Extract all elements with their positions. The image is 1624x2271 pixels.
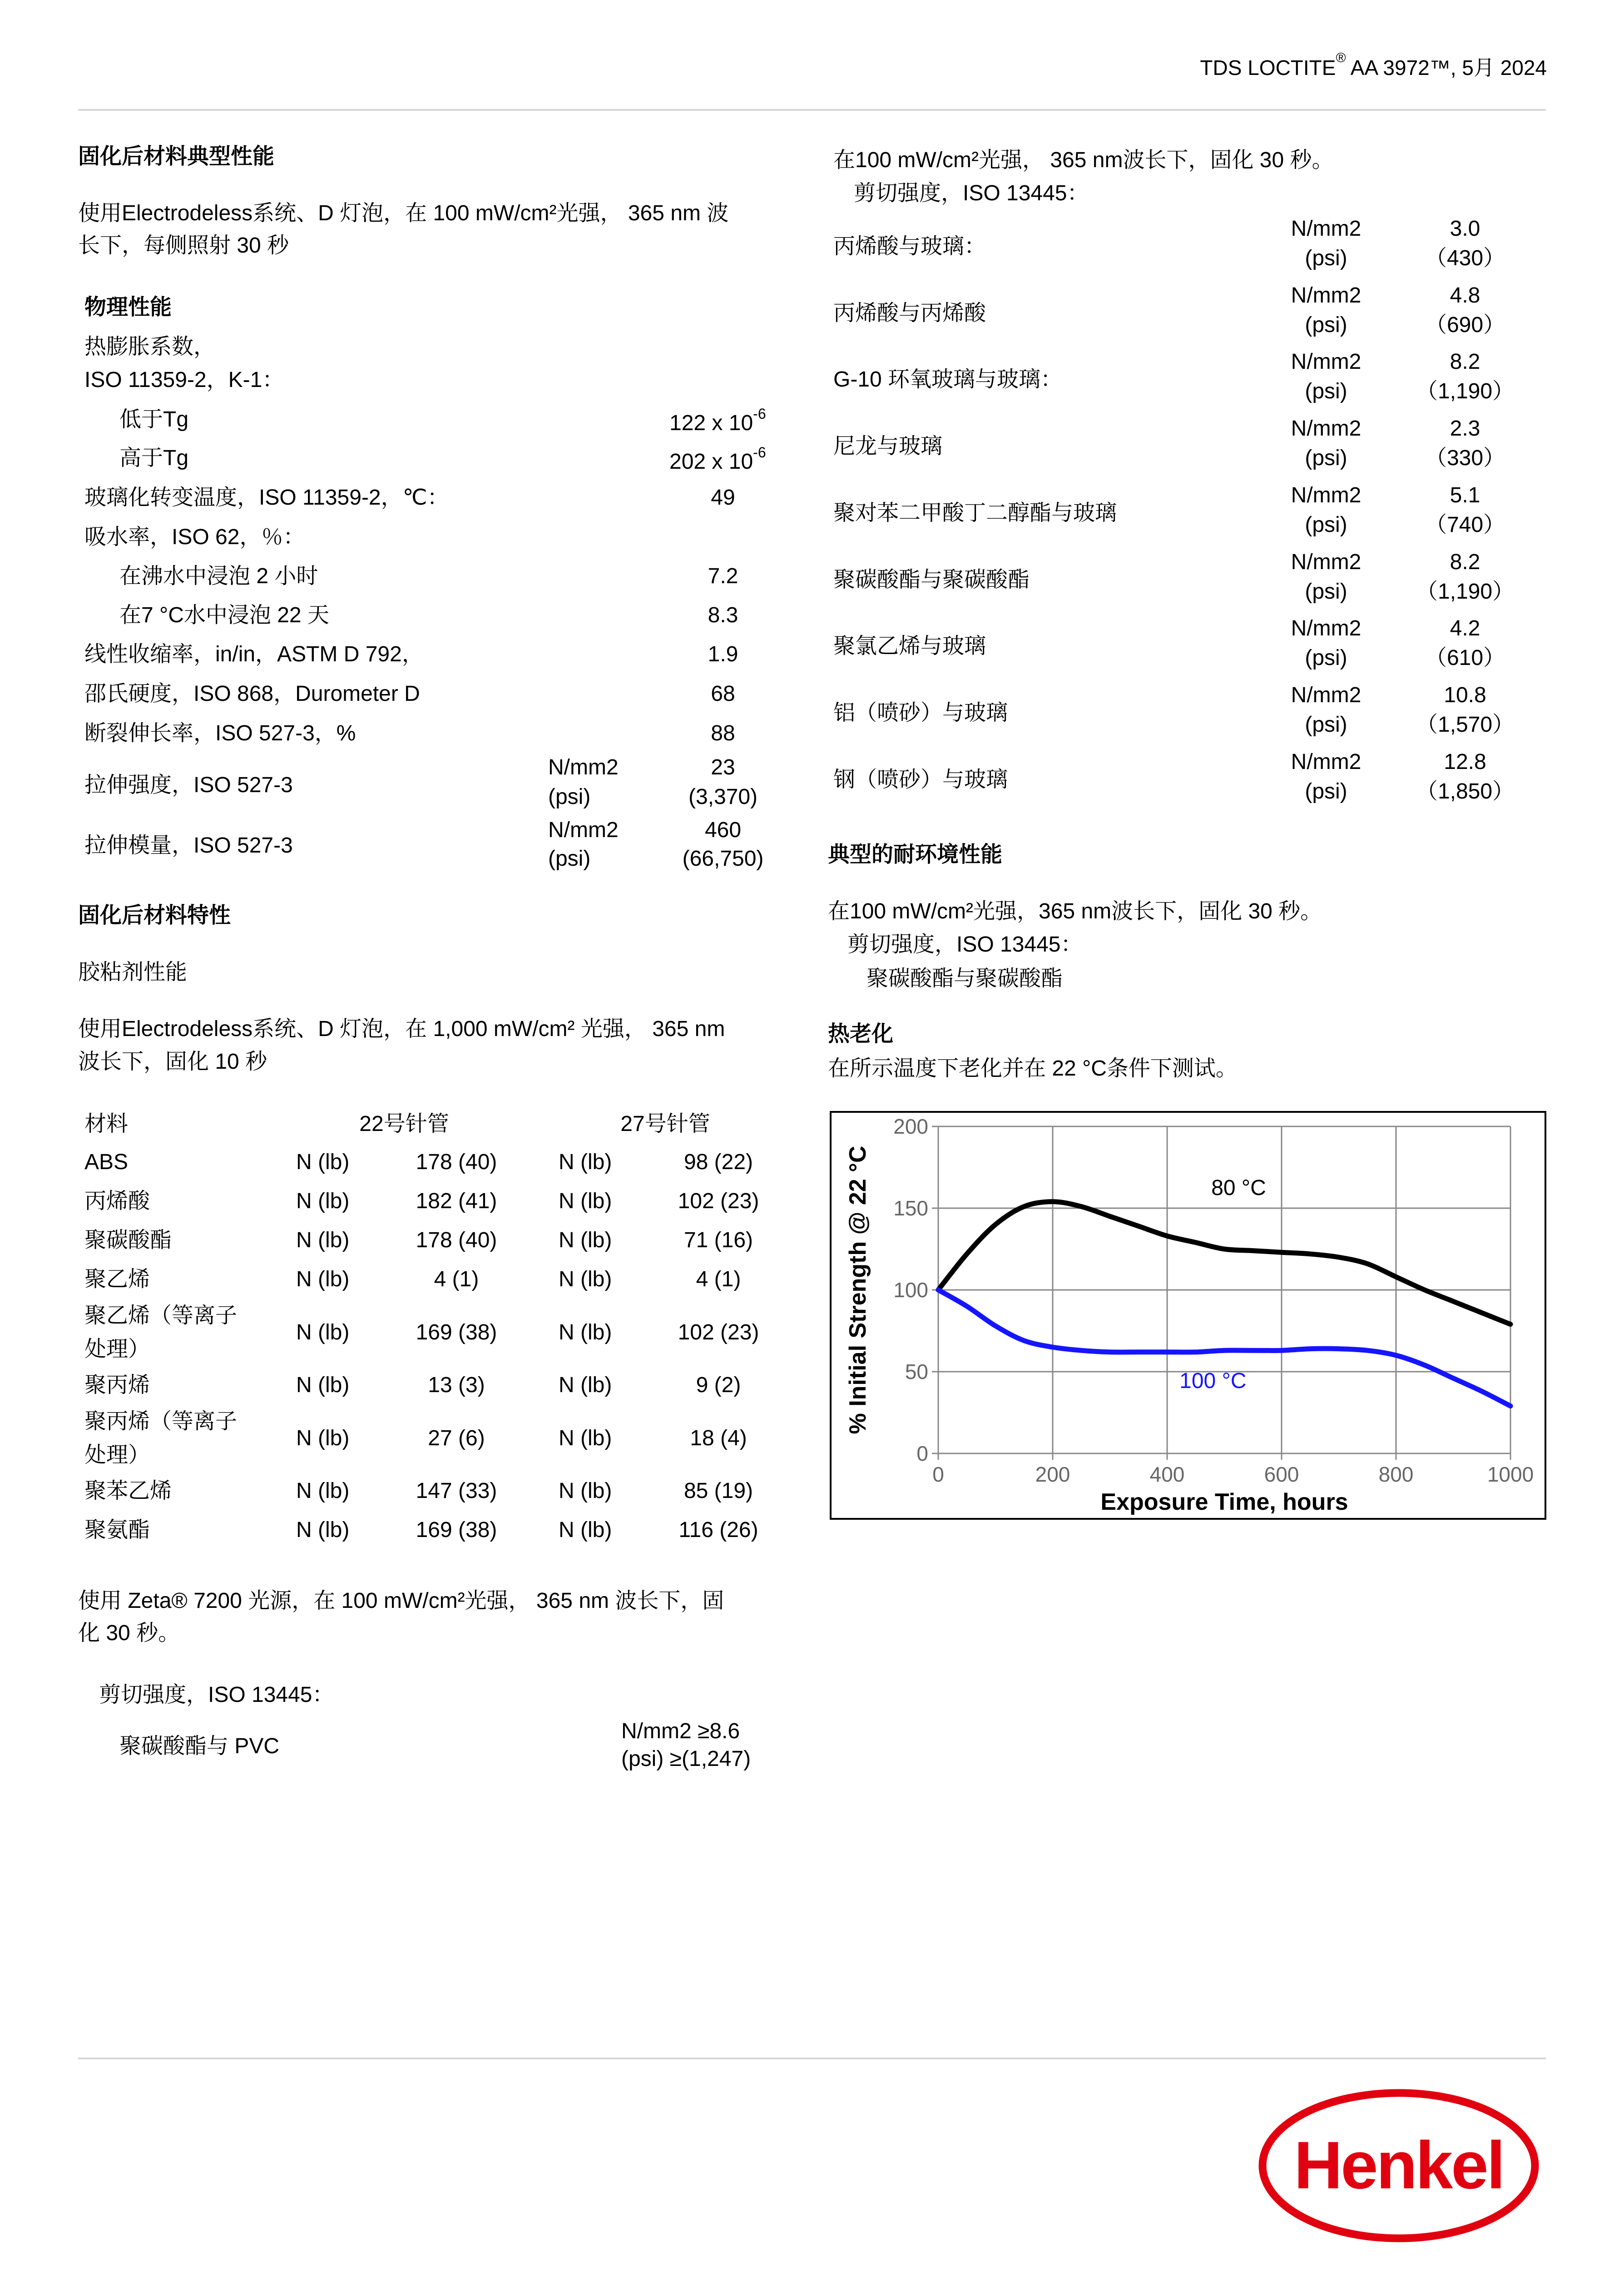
table-cell-unit: N (lb)	[559, 1518, 612, 1542]
y-tick-label: 50	[905, 1360, 928, 1383]
x-tick-label: 400	[1149, 1463, 1185, 1486]
table-cell-value: 169 (38)	[416, 1518, 497, 1542]
shear-row-unit-psi: (psi)	[1305, 446, 1347, 471]
table-cell-value: 169 (38)	[416, 1320, 497, 1344]
table-cell-unit: N (lb)	[296, 1426, 350, 1450]
header-divider	[78, 109, 1546, 111]
table-cell-value: 147 (33)	[416, 1479, 497, 1503]
table-cell-unit: N (lb)	[559, 1320, 612, 1344]
shear-row-label: 丙烯酸与丙烯酸	[833, 301, 986, 325]
tensile-modulus-unit-psi: (psi)	[548, 847, 591, 871]
environmental-shear-label: 剪切强度，ISO 13445：	[847, 932, 1083, 957]
shear-row-value-psi: （740）	[1425, 512, 1505, 537]
heat-aging-heading: 热老化	[828, 1022, 894, 1046]
table-cell-unit: N (lb)	[559, 1373, 612, 1397]
glass-transition-label: 玻璃化转变温度，ISO 11359-2，℃：	[84, 486, 449, 510]
shear-row-value-psi: （610）	[1425, 646, 1505, 670]
shear-row-unit-psi: (psi)	[1305, 579, 1347, 604]
pc-pvc-value-psi: (psi) ≥(1,247)	[621, 1747, 751, 1771]
cte-below-tg-exponent: -6	[753, 406, 766, 422]
shear-row-unit-psi: (psi)	[1305, 646, 1347, 670]
shear-row-label: 钢（喷砂）与玻璃	[833, 767, 1008, 792]
x-tick-label: 600	[1264, 1463, 1299, 1486]
cure-conditions-line-2: 长下，每侧照射 30 秒	[78, 233, 289, 258]
table-cell-unit: N (lb)	[559, 1479, 612, 1503]
tensile-modulus-value-si: 460	[704, 818, 742, 842]
environmental-cure-conditions: 在100 mW/cm²光强，365 nm波长下，固化 30 秒。	[828, 899, 1322, 923]
footer-divider	[78, 2058, 1546, 2059]
shear-row-value-psi: （430）	[1425, 246, 1505, 270]
shear-row-label: 铝（喷砂）与玻璃	[833, 700, 1008, 725]
table-header-material: 材料	[84, 1112, 129, 1136]
shear-row-unit-psi: (psi)	[1305, 246, 1347, 270]
table-cell-value: 9 (2)	[696, 1373, 741, 1397]
water-absorption-7c-value: 8.3	[708, 603, 738, 627]
table-cell-unit: N (lb)	[296, 1320, 350, 1344]
table-cell-value: 71 (16)	[683, 1228, 753, 1252]
cte-above-tg-label: 高于Tg	[119, 446, 189, 470]
zeta-shear-strength-label: 剪切强度，ISO 13445：	[99, 1683, 334, 1707]
shear-row-value-psi: （1,570）	[1416, 712, 1515, 737]
table-cell-value: 85 (19)	[683, 1479, 753, 1503]
shore-hardness-label: 邵氏硬度，ISO 868，Durometer D	[84, 682, 420, 706]
series-label-100c: 100 °C	[1179, 1369, 1247, 1393]
henkel-logo-text: Henkel	[1294, 2128, 1504, 2203]
table-cell-unit: N (lb)	[559, 1426, 612, 1450]
shear-row-value-si: 8.2	[1450, 550, 1480, 574]
environmental-heading: 典型的耐环境性能	[828, 843, 1003, 867]
shear-row-unit-si: N/mm2	[1291, 683, 1362, 707]
table-cell-unit: N (lb)	[296, 1228, 350, 1252]
tensile-strength-label: 拉伸强度，ISO 527-3	[84, 773, 293, 797]
shear-row-value-psi: （1,190）	[1416, 379, 1515, 404]
table-cell-material: 聚丙烯（等离子	[84, 1409, 238, 1433]
zeta-cure-line-1: 使用 Zeta® 7200 光源，在 100 mW/cm²光强， 365 nm 波长下，固	[78, 1589, 724, 1613]
table-cell-unit: N (lb)	[559, 1228, 612, 1252]
shore-hardness-value: 68	[711, 682, 735, 706]
shear-row-value-si: 5.1	[1450, 483, 1480, 507]
x-tick-label: 800	[1378, 1463, 1414, 1486]
table-cell-material: 丙烯酸	[84, 1189, 150, 1213]
shear-row-unit-si: N/mm2	[1291, 616, 1362, 641]
table-cell-value: 102 (23)	[678, 1189, 759, 1213]
shear-row-unit-psi: (psi)	[1305, 712, 1347, 737]
header-title-post: AA 3972™, 5月 2024	[1346, 56, 1547, 79]
table-cell-value: 178 (40)	[416, 1150, 497, 1174]
table-cell-value: 98 (22)	[683, 1150, 753, 1174]
shear-row-value-si: 8.2	[1450, 350, 1480, 374]
water-absorption-boiling-value: 7.2	[708, 564, 738, 588]
shear-row-unit-psi: (psi)	[1305, 379, 1347, 404]
y-tick-label: 150	[893, 1196, 928, 1220]
henkel-logo	[1258, 2088, 1540, 2243]
y-axis-title: % Initial Strength @ 22 °C	[845, 1145, 871, 1434]
pc-pvc-label: 聚碳酸酯与 PVC	[119, 1734, 280, 1758]
table-cell-material: 处理）	[84, 1337, 150, 1361]
elongation-value: 88	[711, 721, 735, 745]
water-absorption-label: 吸水率，ISO 62，％：	[84, 525, 305, 549]
table-cell-unit: N (lb)	[296, 1267, 350, 1291]
y-tick-label: 100	[893, 1278, 928, 1302]
water-absorption-boiling-label: 在沸水中浸泡 2 小时	[119, 564, 318, 588]
x-tick-label: 0	[932, 1463, 944, 1486]
table-cell-unit: N (lb)	[296, 1518, 350, 1542]
x-tick-label: 200	[1035, 1463, 1070, 1486]
physical-properties-heading: 物理性能	[84, 295, 172, 319]
table-cell-value: 178 (40)	[416, 1228, 497, 1252]
shear-row-value-psi: （1,190）	[1416, 579, 1515, 604]
table-cell-value: 18 (4)	[690, 1426, 747, 1450]
shear-row-label: 聚对苯二甲酸丁二醇酯与玻璃	[833, 501, 1117, 525]
table-cell-value: 27 (6)	[428, 1426, 485, 1450]
shear-row-value-psi: （330）	[1425, 446, 1505, 471]
shear-row-value-si: 10.8	[1444, 683, 1486, 707]
shear-row-value-si: 4.2	[1450, 616, 1480, 641]
table-cell-unit: N (lb)	[296, 1479, 350, 1503]
table-cell-material: 聚苯乙烯	[84, 1479, 172, 1503]
shear-row-unit-psi: (psi)	[1305, 512, 1347, 537]
adhesive-cure-line-2: 波长下，固化 10 秒	[78, 1050, 267, 1074]
section-heading-typical-properties: 固化后材料典型性能	[78, 144, 275, 169]
tensile-strength-value-si: 23	[711, 755, 735, 779]
cte-below-tg-mantissa: 122 x 10	[669, 411, 753, 435]
table-cell-unit: N (lb)	[296, 1189, 350, 1213]
shear-row-unit-si: N/mm2	[1291, 283, 1362, 307]
shear-row-label: 聚氯乙烯与玻璃	[833, 634, 986, 659]
shear-row-value-psi: （1,850）	[1416, 779, 1515, 803]
table-header-27-gauge: 27号针管	[620, 1112, 710, 1136]
cte-label: 热膨胀系数，	[84, 335, 216, 359]
linear-shrinkage-value: 1.9	[708, 642, 738, 666]
header-title-pre: TDS LOCTITE	[1200, 56, 1336, 79]
shear-row-unit-si: N/mm2	[1291, 350, 1362, 374]
header-title	[1200, 51, 1547, 84]
table-cell-value: 13 (3)	[428, 1373, 485, 1397]
table-cell-value: 102 (23)	[678, 1320, 759, 1344]
shear-row-unit-si: N/mm2	[1291, 217, 1362, 241]
table-cell-value: 4 (1)	[696, 1267, 741, 1291]
shear-row-unit-psi: (psi)	[1305, 312, 1347, 337]
table-cell-material: ABS	[84, 1150, 129, 1174]
table-cell-unit: N (lb)	[559, 1150, 612, 1174]
glass-transition-value: 49	[711, 486, 735, 510]
adhesive-cure-line-1: 使用Electrodeless系统、D 灯泡，在 1,000 mW/cm² 光强， 365 nm	[78, 1017, 725, 1041]
y-tick-label: 200	[893, 1115, 928, 1138]
shear-row-unit-si: N/mm2	[1291, 483, 1362, 507]
y-tick-label: 0	[916, 1442, 928, 1465]
table-cell-value: 116 (26)	[678, 1518, 758, 1542]
zeta-cure-line-2: 化 30 秒。	[78, 1621, 180, 1645]
cure-conditions-line-1: 使用Electrodeless系统、D 灯泡，在 100 mW/cm²光强， 365 nm 波	[78, 201, 729, 225]
table-cell-material: 处理）	[84, 1443, 150, 1467]
shear-row-unit-si: N/mm2	[1291, 749, 1362, 774]
table-cell-material: 聚碳酸酯	[84, 1228, 172, 1252]
tensile-modulus-label: 拉伸模量，ISO 527-3	[84, 833, 293, 858]
tensile-modulus-value-psi: (66,750)	[682, 847, 764, 871]
table-cell-unit: N (lb)	[296, 1373, 350, 1397]
table-cell-material: 聚乙烯（等离子	[84, 1304, 238, 1328]
tensile-strength-unit-si: N/mm2	[548, 755, 619, 779]
cte-standard: ISO 11359-2，K-1：	[84, 368, 284, 392]
shear-row-label: 尼龙与玻璃	[833, 434, 943, 459]
section-heading-cured-properties: 固化后材料特性	[78, 903, 231, 927]
shear-row-value-psi: （690）	[1425, 312, 1505, 337]
heat-aging-chart	[829, 1111, 1547, 1520]
shear-row-label: 丙烯酸与玻璃：	[833, 234, 986, 258]
shear-row-label: G-10 环氧玻璃与玻璃：	[833, 367, 1063, 392]
shear-row-unit-si: N/mm2	[1291, 417, 1362, 441]
table-cell-material: 聚丙烯	[84, 1373, 150, 1397]
cte-below-tg-value	[669, 407, 766, 440]
shear-row-value-si: 3.0	[1450, 217, 1480, 241]
linear-shrinkage-label: 线性收缩率，in/in，ASTM D 792，	[84, 642, 424, 666]
table-cell-unit: N (lb)	[559, 1267, 612, 1291]
environmental-substrate: 聚碳酸酯与聚碳酸酯	[866, 967, 1063, 991]
shear-row-unit-si: N/mm2	[1291, 550, 1362, 574]
table-header-22-gauge: 22号针管	[359, 1112, 449, 1136]
cte-above-tg-exponent: -6	[753, 444, 766, 461]
tensile-modulus-unit-si: N/mm2	[548, 818, 619, 842]
shear-row-value-si: 12.8	[1444, 749, 1486, 774]
table-cell-unit: N (lb)	[559, 1189, 612, 1213]
table-cell-unit: N (lb)	[296, 1150, 350, 1174]
shear-row-label: 聚碳酸酯与聚碳酸酯	[833, 567, 1030, 592]
shear-row-value-si: 2.3	[1450, 417, 1480, 441]
elongation-label: 断裂伸长率，ISO 527-3，%	[84, 721, 356, 745]
water-absorption-7c-label: 在7 °C水中浸泡 22 天	[119, 603, 329, 627]
right-shear-strength-label: 剪切强度，ISO 13445：	[854, 181, 1089, 205]
tensile-strength-value-psi: (3,370)	[688, 785, 758, 809]
table-cell-material: 聚氨酯	[84, 1518, 150, 1542]
table-cell-value: 182 (41)	[416, 1189, 497, 1213]
shear-row-unit-psi: (psi)	[1305, 779, 1347, 803]
header-registered-mark: ®	[1336, 50, 1346, 65]
shear-row-value-si: 4.8	[1450, 283, 1480, 307]
tensile-strength-unit-psi: (psi)	[548, 785, 591, 809]
heat-aging-description: 在所示温度下老化并在 22 °C条件下测试。	[828, 1056, 1238, 1081]
x-axis-title: Exposure Time, hours	[1100, 1489, 1348, 1515]
cte-above-tg-mantissa: 202 x 10	[669, 450, 753, 474]
cte-below-tg-label: 低于Tg	[119, 407, 189, 431]
table-cell-material: 聚乙烯	[84, 1267, 150, 1291]
series-label-80c: 80 °C	[1211, 1176, 1266, 1200]
table-cell-value: 4 (1)	[434, 1267, 479, 1291]
right-cure-conditions: 在100 mW/cm²光强， 365 nm波长下，固化 30 秒。	[833, 148, 1334, 172]
cte-above-tg-value	[669, 445, 766, 479]
pc-pvc-value-si: N/mm2 ≥8.6	[621, 1719, 740, 1743]
adhesive-properties-label: 胶粘剂性能	[78, 960, 188, 984]
x-tick-label: 1000	[1487, 1463, 1534, 1486]
